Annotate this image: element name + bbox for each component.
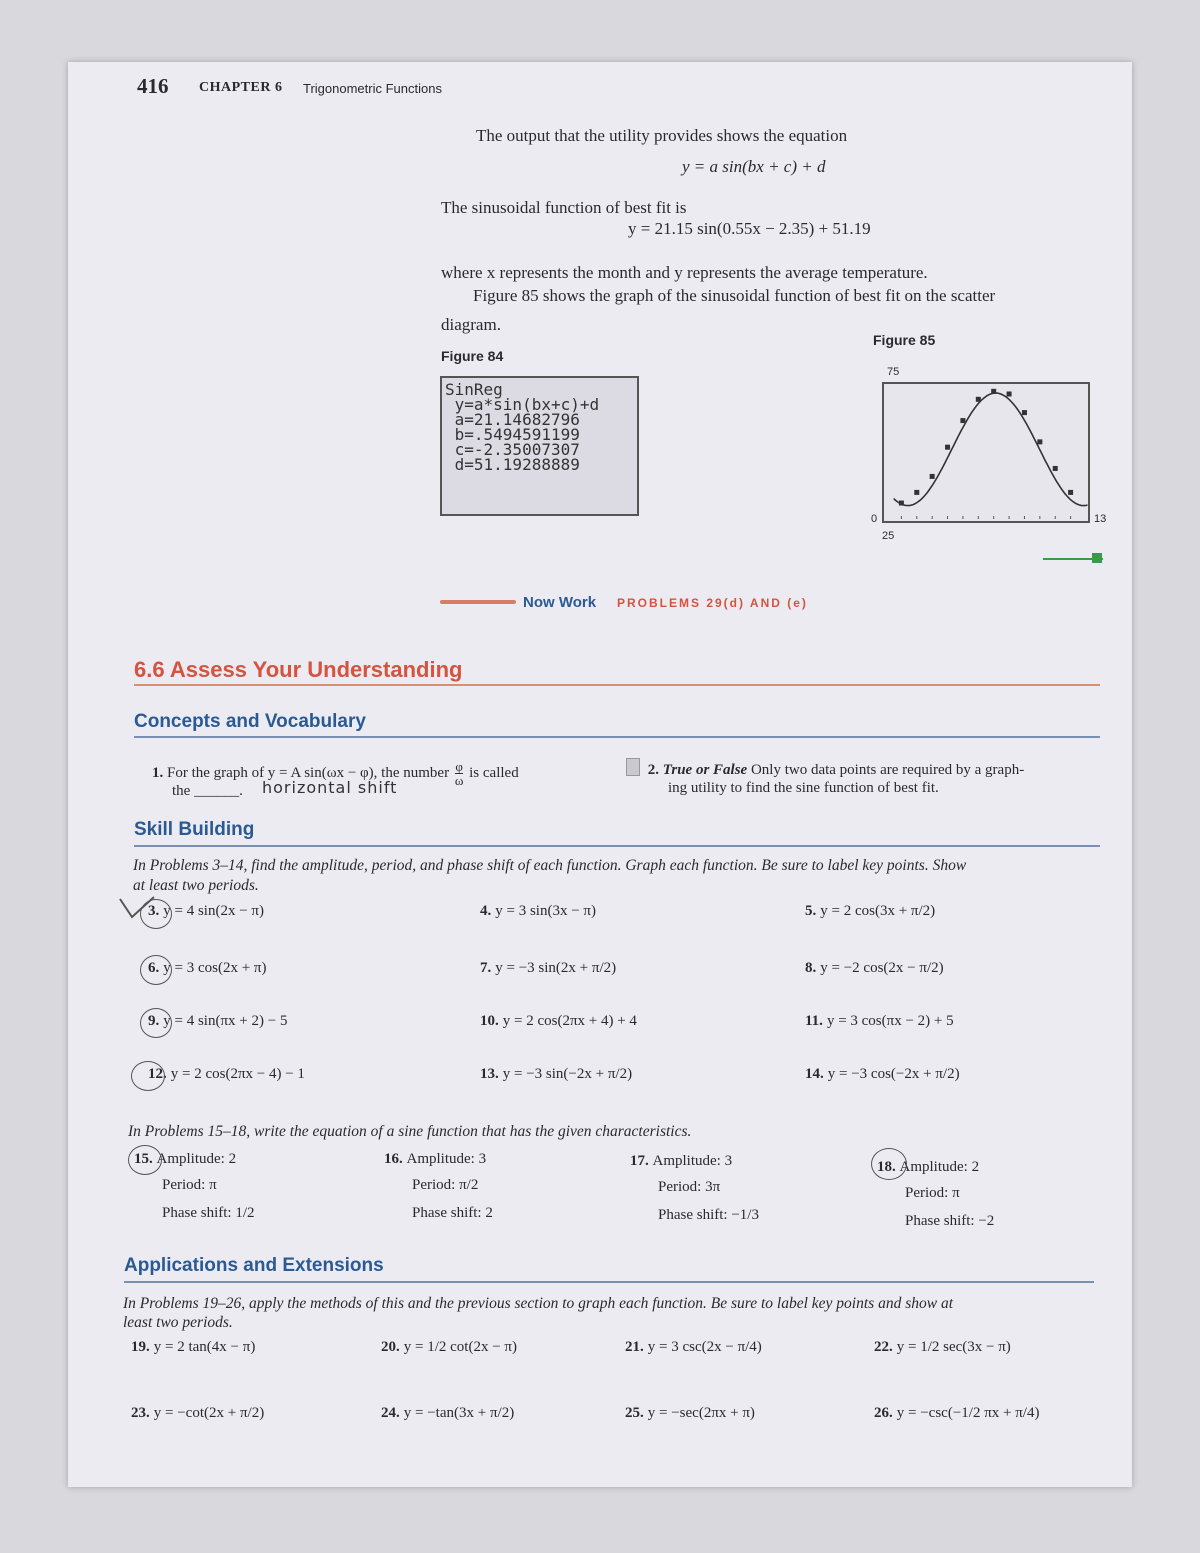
figure-85-chart [880, 380, 1092, 526]
section-title: 6.6 Assess Your Understanding [134, 657, 463, 682]
skill-problem [480, 960, 616, 977]
now-work-pencil [440, 600, 516, 604]
page-number: 416 [137, 74, 169, 98]
speaker-icon [626, 758, 640, 776]
circle-mark [140, 955, 172, 985]
y-bottom-label: 25 [882, 530, 895, 542]
amplitude: Amplitude: 3 [652, 1153, 733, 1169]
problem-number: 18. [877, 1159, 900, 1175]
problem-1-the: the [172, 783, 191, 799]
problem-number: 6. [148, 960, 160, 976]
now-work-problems: PROBLEMS 29(d) AND (e) [617, 596, 808, 610]
problem-2 [626, 758, 1106, 780]
circle-mark [140, 899, 172, 929]
circle-mark [131, 1061, 165, 1091]
data-point [1053, 466, 1058, 471]
application-problem [381, 1405, 514, 1422]
phase-shift: Phase shift: −1/3 [658, 1207, 759, 1223]
problem-expression: y = −3 sin(2x + π/2) [495, 960, 617, 976]
application-problem [381, 1339, 517, 1356]
applications-rule [124, 1281, 1094, 1283]
amplitude: Amplitude: 3 [406, 1151, 487, 1167]
period: Period: π [905, 1185, 960, 1201]
chapter-title: Trigonometric Functions [303, 81, 442, 96]
application-problem [625, 1405, 755, 1422]
applications-instructions-2: least two periods. [123, 1314, 233, 1331]
calc-line: b=.5494591199 [445, 425, 580, 444]
characteristics-problem [384, 1149, 493, 1223]
problem-number: 19. [131, 1339, 150, 1355]
problem-number: 22. [874, 1339, 893, 1355]
skill-problem [480, 1013, 637, 1030]
problem-number: 17. [630, 1153, 653, 1169]
problem-expression: y = −3 sin(−2x + π/2) [502, 1066, 633, 1082]
skill-problem [148, 1066, 305, 1083]
problem-number: 16. [384, 1151, 407, 1167]
x-left-label: 0 [871, 513, 878, 525]
section-rule [134, 684, 1100, 686]
problem-1-text: For the graph of y = A sin(ωx − φ), the number [167, 764, 450, 781]
problem-number: 25. [625, 1405, 644, 1421]
data-point [1022, 410, 1027, 415]
problem-number: 10. [480, 1013, 499, 1029]
problem-1-text-b: is called [469, 764, 519, 781]
intro-line-1: The output that the utility provides shows the equation [476, 126, 848, 145]
application-problem [131, 1405, 264, 1422]
data-point [1068, 490, 1073, 495]
problem-expression: y = −3 cos(−2x + π/2) [827, 1066, 960, 1082]
problem-2-number: 2. [647, 762, 659, 778]
intro-line-2: The sinusoidal function of best fit is [441, 198, 687, 217]
intro-line-4: Figure 85 shows the graph of the sinusoidal function of best fit on the scatter [473, 286, 996, 305]
frac-num: φ [455, 759, 463, 774]
characteristics-instructions: In Problems 15–18, write the equation of a sine function that has the given characteristics. [128, 1123, 692, 1140]
green-marker [1092, 553, 1102, 563]
problem-number: 4. [480, 903, 492, 919]
frac-den: ω [454, 773, 464, 788]
problem-number: 13. [480, 1066, 499, 1082]
now-work-label: Now Work [523, 594, 597, 611]
problem-expression: y = 3 cos(2x + π) [163, 960, 267, 976]
phase-shift: Phase shift: 2 [412, 1205, 493, 1221]
applications-heading: Applications and Extensions [124, 1255, 384, 1276]
problem-number: 24. [381, 1405, 400, 1421]
characteristics-problem [630, 1151, 759, 1225]
data-point [914, 490, 919, 495]
problem-number: 3. [148, 903, 160, 919]
skill-instructions-2: at least two periods. [133, 877, 259, 894]
problem-number: 7. [480, 960, 492, 976]
problem-number: 8. [805, 960, 817, 976]
problem-2-text: Only two data points are required by a graph- [750, 762, 1025, 778]
calculator-screen [440, 376, 639, 516]
problem-number: 9. [148, 1013, 160, 1029]
problem-number: 23. [131, 1405, 150, 1421]
amplitude: Amplitude: 2 [156, 1151, 237, 1167]
problem-expression: y = 4 sin(2x − π) [163, 903, 264, 919]
period: Period: π/2 [412, 1177, 479, 1193]
skill-problem [480, 903, 596, 920]
application-problem [874, 1339, 1011, 1356]
x-right-label: 13 [1094, 513, 1107, 525]
problem-2-line-2: ing utility to find the sine function of best fit. [668, 780, 939, 796]
skill-rule [134, 845, 1100, 847]
figure-84-label: Figure 84 [441, 348, 504, 364]
problem-number: 12. [148, 1066, 167, 1082]
problem-expression: y = −sec(2πx + π) [647, 1405, 755, 1421]
concepts-rule [134, 736, 1100, 738]
problem-expression: y = 2 cos(2πx − 4) − 1 [170, 1066, 305, 1082]
circle-mark [871, 1148, 907, 1180]
phase-shift: Phase shift: 1/2 [162, 1205, 255, 1221]
problem-1-number: 1. [152, 764, 164, 781]
concepts-heading: Concepts and Vocabulary [134, 711, 366, 732]
calc-line: SinReg [445, 380, 503, 399]
intro-line-3: where x represents the month and y represents the average temperature. [441, 263, 928, 282]
data-point [1037, 439, 1042, 444]
period: Period: 3π [658, 1179, 721, 1195]
skill-problem [805, 1066, 960, 1083]
calc-line: d=51.19288889 [445, 455, 580, 474]
amplitude: Amplitude: 2 [899, 1159, 980, 1175]
skill-problem [480, 1066, 632, 1083]
circle-mark [128, 1145, 162, 1175]
skill-instructions: In Problems 3–14, find the amplitude, period, and phase shift of each function. Graph each function. Be sure to label key points. Show [133, 857, 967, 874]
skill-heading: Skill Building [134, 819, 255, 840]
data-point [899, 501, 904, 506]
skill-problem [805, 960, 944, 977]
application-problem [625, 1339, 762, 1356]
period: Period: π [162, 1177, 217, 1193]
data-point [991, 389, 996, 394]
application-problem [874, 1405, 1039, 1422]
calc-line: c=-2.35007307 [445, 440, 580, 459]
chart-frame [883, 383, 1089, 522]
phi-over-omega [455, 760, 464, 787]
circle-mark [140, 1008, 172, 1038]
problem-number: 5. [805, 903, 817, 919]
data-point [1007, 391, 1012, 396]
data-point [930, 474, 935, 479]
applications-instructions: In Problems 19–26, apply the methods of this and the previous section to graph each function. Be sure to label key points and show at [123, 1295, 953, 1312]
problem-number: 20. [381, 1339, 400, 1355]
problem-expression: y = 1/2 sec(3x − π) [896, 1339, 1011, 1355]
skill-problem [805, 1013, 954, 1030]
problem-number: 21. [625, 1339, 644, 1355]
problem-number: 14. [805, 1066, 824, 1082]
problem-expression: y = 3 sin(3x − π) [495, 903, 596, 919]
problem-1-blank: ______. [194, 783, 243, 799]
problem-expression: y = 3 cos(πx − 2) + 5 [826, 1013, 954, 1029]
data-point [960, 418, 965, 423]
problem-expression: y = −cot(2x + π/2) [153, 1405, 265, 1421]
application-problem [131, 1339, 255, 1356]
figure-85-label: Figure 85 [873, 332, 936, 348]
problem-1-line-2 [172, 781, 243, 801]
intro-line-5: diagram. [441, 315, 501, 334]
problem-expression: y = 3 csc(2x − π/4) [647, 1339, 762, 1355]
problem-expression: y = 2 cos(3x + π/2) [820, 903, 936, 919]
problem-expression: y = 1/2 cot(2x − π) [403, 1339, 517, 1355]
problem-expression: y = −2 cos(2x − π/2) [820, 960, 944, 976]
equation-general: y = a sin(bx + c) + d [682, 157, 826, 176]
data-point [945, 445, 950, 450]
problem-expression: y = 2 tan(4x − π) [153, 1339, 256, 1355]
problem-number: 11. [805, 1013, 823, 1029]
y-top-label: 75 [887, 366, 900, 378]
problem-expression: y = −csc(−1/2 πx + π/4) [896, 1405, 1040, 1421]
problem-expression: y = −tan(3x + π/2) [403, 1405, 515, 1421]
problem-number: 26. [874, 1405, 893, 1421]
skill-problem [805, 903, 935, 920]
phase-shift: Phase shift: −2 [905, 1213, 995, 1229]
calc-line: a=21.14682796 [445, 410, 580, 429]
problem-expression: y = 2 cos(2πx + 4) + 4 [502, 1013, 637, 1029]
equation-best-fit: y = 21.15 sin(0.55x − 2.35) + 51.19 [628, 219, 871, 238]
true-false-label: True or False [662, 762, 748, 778]
data-point [976, 397, 981, 402]
problem-expression: y = 4 sin(πx + 2) − 5 [163, 1013, 288, 1029]
chapter-label: CHAPTER 6 [199, 80, 283, 95]
problem-number: 15. [134, 1151, 157, 1167]
calc-line: y=a*sin(bx+c)+d [445, 395, 600, 414]
handwritten-answer: horizontal shift [262, 778, 398, 797]
